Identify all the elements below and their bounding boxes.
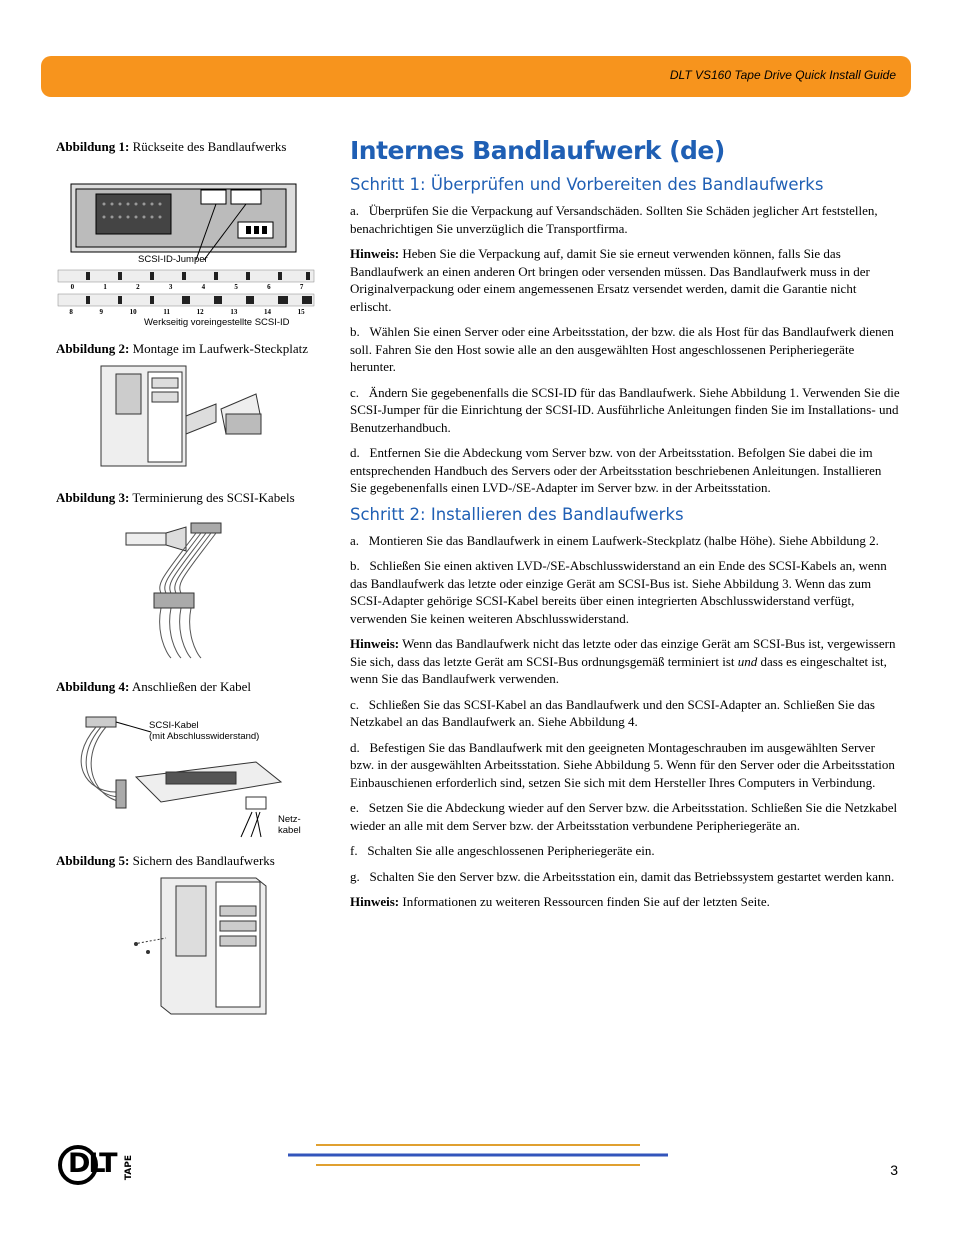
jumper-id-row-2: 8 9 10 11 12 13 14 15 [69,308,305,316]
jumper-label: SCSI-ID-Jumper [138,254,208,265]
step-2-g: g. Schalten Sie den Server bzw. die Arbeitsstation ein, damit das Betriebssystem gestartet werden kann. [350,868,895,884]
page-title: Internes Bandlaufwerk (de) [350,136,725,165]
main-content [350,136,900,919]
step-1-c: c. Ändern Sie gegebenenfalls die SCSI-ID für das Bandlaufwerk. Siehe Abbildung 1. Verwenden Sie die SCSI-Jumper für die Einrichtung der SCSI-ID. Ausführliche Anleitungen finden Sie im Installations- und Benutzerhandbuch. [350,384,900,435]
step-2-note-1: Hinweis: Wenn das Bandlaufwerk nicht das letzte oder das einzige Gerät am SCSI-Bus ist, vergewissern Sie sich, dass das letzte Gerät am SCSI-Bus ordnungsgemäß terminiert ist und dass es eingeschaltet ist, wenn Sie das Bandlaufwerk verwenden. [350,636,896,686]
figures-column [56,138,318,1031]
power-cable-label: Netz- kabel [278,814,301,836]
figure-1-rear-view [56,162,318,330]
figure-3-caption: Abbildung 3: Terminierung des SCSI-Kabels [56,490,295,505]
step-2-e: e. Setzen Sie die Abdeckung wieder auf den Server bzw. die Arbeitsstation. Schließen Sie die Netzkabel wieder an alle mit dem Server bzw. der Arbeitsstation verbundene Peripheriegeräte an. [350,800,898,833]
scsi-cable-label: SCSI-Kabel (mit Abschlusswiderstand) [149,720,260,742]
step-1-d: d. Entfernen Sie die Abdeckung vom Server bzw. von der Arbeitsstation. Befolgen Sie dabei die im entsprechenden Handbuch des Servers oder der Arbeitsstation beschriebenen Anleitungen. Installieren Sie gegebenenfalls einen LVD-/SE-Adapter im Server bzw. in der Arbeitsstation. [350,445,882,495]
step-2-f: f. Schalten Sie alle angeschlossenen Peripheriegeräte ein. [350,843,655,858]
step-2-heading: Schritt 2: Installieren des Bandlaufwerks [350,504,684,524]
step-2-b: b. Schließen Sie einen aktiven LVD-/SE-Abschlusswiderstand an ein Ende des SCSI-Kabels an, wenn das Bandlaufwerk das letzte oder einzige Gerät am SCSI-Bus ist. Siehe Abbildung 3. Wenn das zum SCSI-Adapter gehörige SCSI-Kabel bereits über einen integrierten Abschlusswiderstand verfügt, verwenden Sie keinen weiteren Abschlusswiderstand. [350,558,887,626]
page-number: 3 [890,1162,898,1178]
figure-2-caption: Abbildung 2: Montage im Laufwerk-Steckplatz [56,341,309,356]
step-2-c: c. Schließen Sie das SCSI-Kabel an das Bandlaufwerk und den SCSI-Adapter an. Schließen Sie das Netzkabel an das Bandlaufwerk an. Siehe Abbildung 4. [350,696,875,729]
default-id-label: Werkseitig voreingestellte SCSI-ID [144,317,290,328]
step-2-note-2: Hinweis: Informationen zu weiteren Ressourcen finden Sie auf der letzten Seite. [350,894,770,909]
page-header-bar [41,56,911,97]
step-1-heading: Schritt 1: Überprüfen und Vorbereiten des Bandlaufwerks [350,175,824,194]
dlt-tape-logo [58,1145,148,1195]
drive-rear-illustration [56,162,318,262]
step-1-a: a. Überprüfen Sie die Verpackung auf Versandschäden. Sollten Sie Schäden jeglicher Art feststellen, benachrichtigen Sie unverzüglich die Transportfirma. [350,203,878,236]
figure-2-mount-illustration [56,364,318,474]
logo-text: DLT [68,1148,116,1179]
figure-3-cable-illustration [56,513,318,663]
jumper-id-row-1: 0 1 2 3 4 5 6 7 [70,283,304,291]
figure-4-connect-illustration [56,702,318,842]
step-1-note: Hinweis: Heben Sie die Verpackung auf, damit Sie sie erneut verwenden können, falls Sie das Bandlaufwerk an einen anderen Ort bringen oder versenden müssen. Das Bandlaufwerk muss in der Originalverpackung oder einem angemessenen Ersatz versendet werden, damit die Garantie nicht erlischt. [350,246,870,314]
figure-5-secure-illustration [56,876,318,1016]
step-1-b: b. Wählen Sie einen Server oder eine Arbeitsstation, der bzw. die als Host für das Bandlaufwerk dienen soll. Fahren Sie den Host sowie alle an den ausgewählten Host angeschlossenen Peripheriegeräte herunter. [350,324,894,374]
figure-1-caption: Abbildung 1: Rückseite des Bandlaufwerks [56,139,287,154]
footer-decorative-lines [288,1143,668,1167]
header-title: DLT VS160 Tape Drive Quick Install Guide [669,68,896,82]
logo-sub: TAPE [124,1155,134,1181]
figure-4-caption: Abbildung 4: Anschließen der Kabel [56,679,251,694]
step-2-a: a. Montieren Sie das Bandlaufwerk in einem Laufwerk-Steckplatz (halbe Höhe). Siehe Abbildung 2. [350,532,879,548]
step-2-d: d. Befestigen Sie das Bandlaufwerk mit den geeigneten Montageschrauben im ausgewählten Server bzw. in der ausgewählten Arbeitsstation. Siehe Abbildung 5. Wenn für den Server oder die Arbeitsstation Einbauschienen erforderlich sind, setzen Sie sich mit dem Hersteller Ihres Computers in Verbindung. [350,739,895,790]
figure-5-caption: Abbildung 5: Sichern des Bandlaufwerks [56,853,275,868]
